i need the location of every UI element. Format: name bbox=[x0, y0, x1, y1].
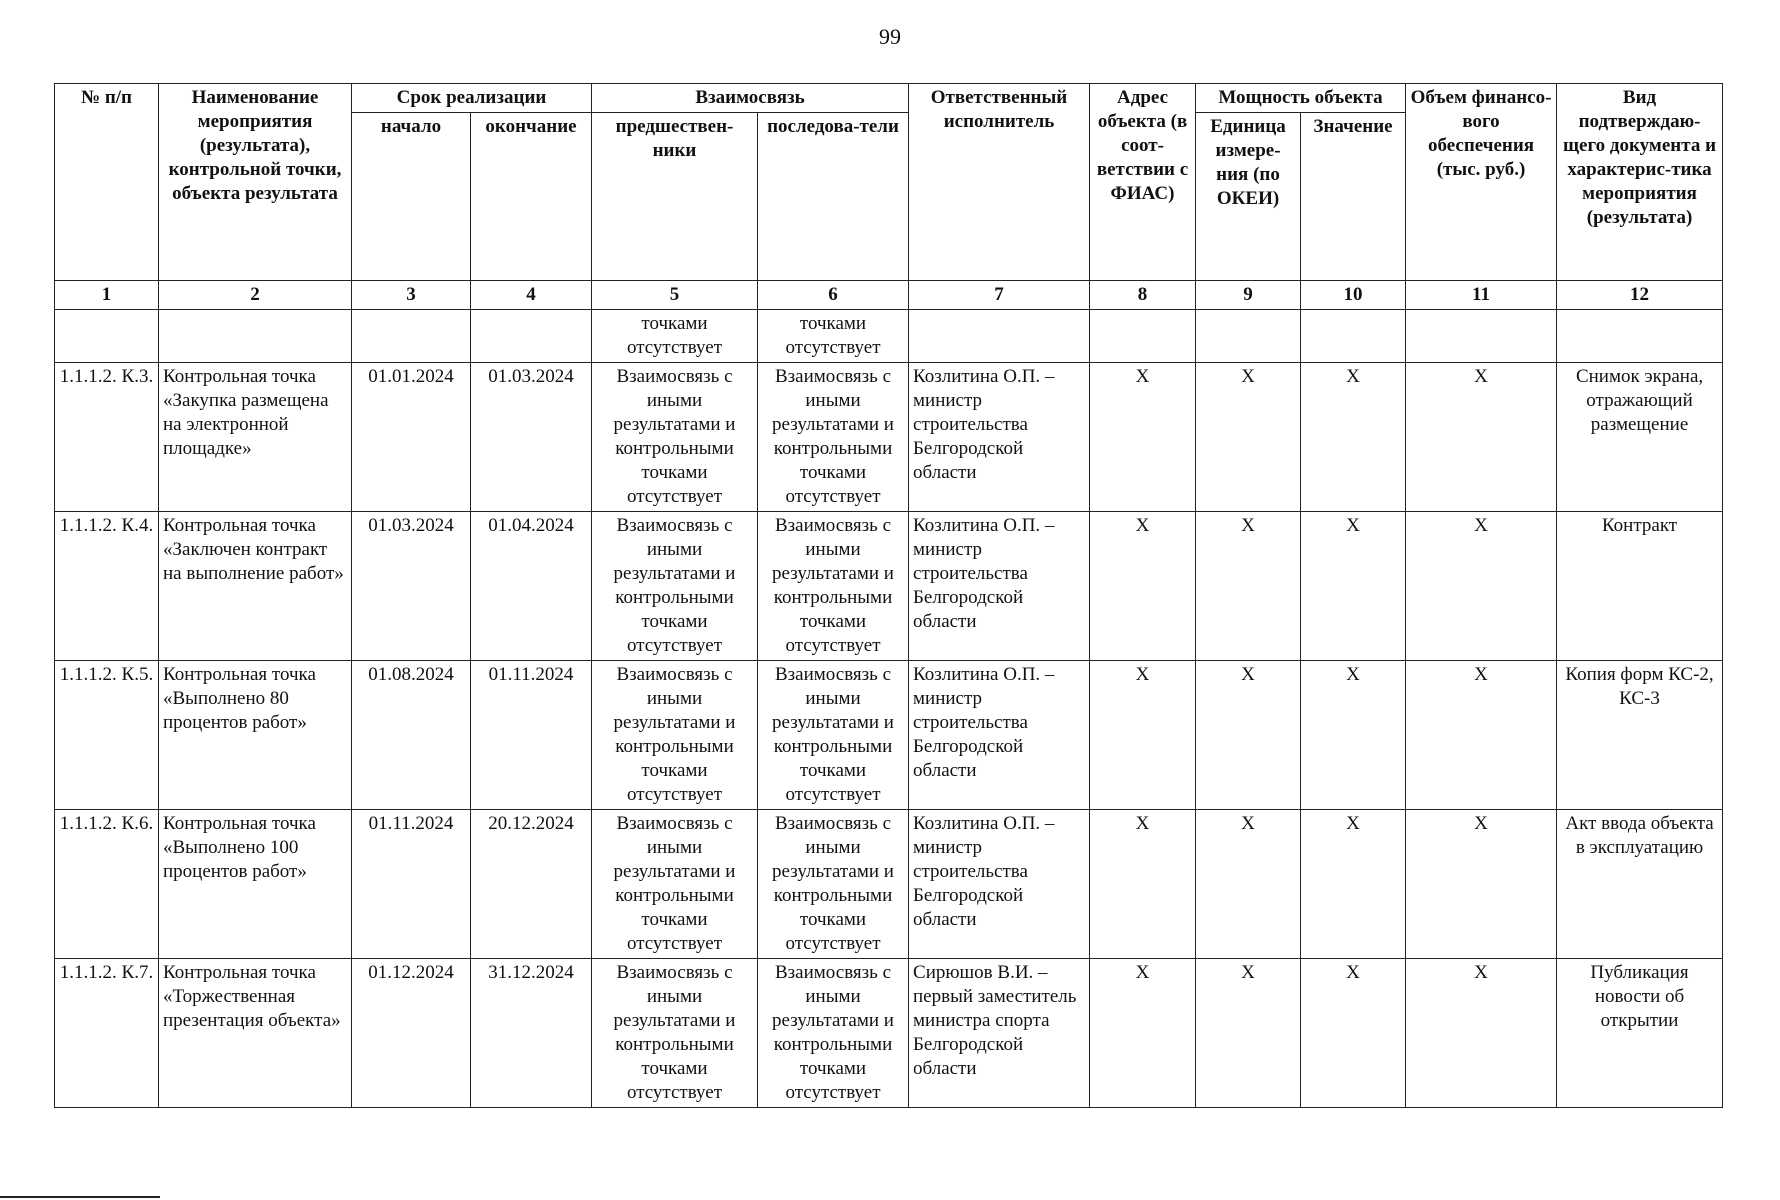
column-number: 8 bbox=[1090, 281, 1196, 310]
header-unit: Единица измере-ния (по ОКЕИ) bbox=[1196, 113, 1301, 281]
cell-successors: точками отсутствует bbox=[758, 310, 909, 363]
column-number: 11 bbox=[1406, 281, 1557, 310]
cell-value: X bbox=[1301, 810, 1406, 959]
cell-successors: Взаимосвязь с иными результатами и контрольными точками отсутствует bbox=[758, 810, 909, 959]
cell-predecessors: Взаимосвязь с иными результатами и контрольными точками отсутствует bbox=[592, 363, 758, 512]
column-number: 12 bbox=[1557, 281, 1723, 310]
cell-responsible: Козлитина О.П. – министр строительства Белгородской области bbox=[909, 363, 1090, 512]
cell-funding: X bbox=[1406, 363, 1557, 512]
cell-predecessors: Взаимосвязь с иными результатами и контрольными точками отсутствует bbox=[592, 959, 758, 1108]
cell-unit: X bbox=[1196, 661, 1301, 810]
cell-predecessors: Взаимосвязь с иными результатами и контрольными точками отсутствует bbox=[592, 810, 758, 959]
cell-funding: X bbox=[1406, 810, 1557, 959]
cell-successors: Взаимосвязь с иными результатами и контрольными точками отсутствует bbox=[758, 512, 909, 661]
column-number: 3 bbox=[352, 281, 471, 310]
cell-address: X bbox=[1090, 363, 1196, 512]
column-number: 4 bbox=[471, 281, 592, 310]
cell-start: 01.11.2024 bbox=[352, 810, 471, 959]
header-value: Значение bbox=[1301, 113, 1406, 281]
cell-end: 01.11.2024 bbox=[471, 661, 592, 810]
cell-start: 01.08.2024 bbox=[352, 661, 471, 810]
cell-unit: X bbox=[1196, 959, 1301, 1108]
cell-name: Контрольная точка «Выполнено 100 процентов работ» bbox=[159, 810, 352, 959]
header-predecessors: предшествен-ники bbox=[592, 113, 758, 281]
header-address: Адрес объекта (в соот-ветствии с ФИАС) bbox=[1090, 84, 1196, 281]
header-group-term: Срок реализации bbox=[352, 84, 592, 113]
cell-successors: Взаимосвязь с иными результатами и контрольными точками отсутствует bbox=[758, 661, 909, 810]
cell-successors: Взаимосвязь с иными результатами и контрольными точками отсутствует bbox=[758, 959, 909, 1108]
header-document: Вид подтверждаю-щего документа и характерис-тика мероприятия (результата) bbox=[1557, 84, 1723, 281]
cell-address: X bbox=[1090, 512, 1196, 661]
cell-funding: X bbox=[1406, 959, 1557, 1108]
cell-start: 01.03.2024 bbox=[352, 512, 471, 661]
column-number: 1 bbox=[55, 281, 159, 310]
cell-end: 20.12.2024 bbox=[471, 810, 592, 959]
column-number: 5 bbox=[592, 281, 758, 310]
cell-document: Публикация новости об открытии bbox=[1557, 959, 1723, 1108]
cell-value: X bbox=[1301, 959, 1406, 1108]
cell-unit: X bbox=[1196, 512, 1301, 661]
continuation-row bbox=[55, 310, 1723, 363]
table-row bbox=[55, 810, 1723, 959]
table-row bbox=[55, 959, 1723, 1108]
cell-num: 1.1.1.2. К.4. bbox=[55, 512, 159, 661]
header-name: Наименование мероприятия (результата), контрольной точки, объекта результата bbox=[159, 84, 352, 281]
table-row bbox=[55, 512, 1723, 661]
header-num: № п/п bbox=[55, 84, 159, 281]
cell-num: 1.1.1.2. К.5. bbox=[55, 661, 159, 810]
cell-unit: X bbox=[1196, 810, 1301, 959]
header-successors: последова-тели bbox=[758, 113, 909, 281]
cell-num: 1.1.1.2. К.3. bbox=[55, 363, 159, 512]
cell-responsible: Сирюшов В.И. – первый заместитель министра спорта Белгородской области bbox=[909, 959, 1090, 1108]
cell-name: Контрольная точка «Закупка размещена на электронной площадке» bbox=[159, 363, 352, 512]
column-number-row bbox=[55, 281, 1723, 310]
header-group-capacity: Мощность объекта bbox=[1196, 84, 1406, 113]
cell-end: 01.03.2024 bbox=[471, 363, 592, 512]
cell-predecessors: точками отсутствует bbox=[592, 310, 758, 363]
cell-responsible: Козлитина О.П. – министр строительства Белгородской области bbox=[909, 661, 1090, 810]
cell-address: X bbox=[1090, 959, 1196, 1108]
footnote-rule bbox=[0, 1196, 160, 1198]
cell-value: X bbox=[1301, 661, 1406, 810]
cell-unit: X bbox=[1196, 363, 1301, 512]
cell-predecessors: Взаимосвязь с иными результатами и контрольными точками отсутствует bbox=[592, 512, 758, 661]
cell-start: 01.12.2024 bbox=[352, 959, 471, 1108]
cell-name: Контрольная точка «Торжественная презентация объекта» bbox=[159, 959, 352, 1108]
column-number: 9 bbox=[1196, 281, 1301, 310]
table-row bbox=[55, 363, 1723, 512]
cell-responsible: Козлитина О.П. – министр строительства Белгородской области bbox=[909, 512, 1090, 661]
header-end: окончание bbox=[471, 113, 592, 281]
column-number: 10 bbox=[1301, 281, 1406, 310]
cell-value: X bbox=[1301, 512, 1406, 661]
cell-document: Копия форм КС-2, КС-3 bbox=[1557, 661, 1723, 810]
cell-address: X bbox=[1090, 810, 1196, 959]
column-number: 2 bbox=[159, 281, 352, 310]
cell-responsible: Козлитина О.П. – министр строительства Белгородской области bbox=[909, 810, 1090, 959]
header-start: начало bbox=[352, 113, 471, 281]
cell-document: Акт ввода объекта в эксплуатацию bbox=[1557, 810, 1723, 959]
cell-document: Снимок экрана, отражающий размещение bbox=[1557, 363, 1723, 512]
cell-address: X bbox=[1090, 661, 1196, 810]
column-number: 6 bbox=[758, 281, 909, 310]
cell-name: Контрольная точка «Заключен контракт на выполнение работ» bbox=[159, 512, 352, 661]
cell-funding: X bbox=[1406, 512, 1557, 661]
header-responsible: Ответственный исполнитель bbox=[909, 84, 1090, 281]
cell-funding: X bbox=[1406, 661, 1557, 810]
column-number: 7 bbox=[909, 281, 1090, 310]
cell-value: X bbox=[1301, 363, 1406, 512]
cell-end: 31.12.2024 bbox=[471, 959, 592, 1108]
table-row bbox=[55, 661, 1723, 810]
cell-name: Контрольная точка «Выполнено 80 процентов работ» bbox=[159, 661, 352, 810]
cell-end: 01.04.2024 bbox=[471, 512, 592, 661]
control-points-table bbox=[54, 83, 1723, 1108]
header-funding: Объем финансо-вого обеспечения (тыс. руб.) bbox=[1406, 84, 1557, 281]
cell-num: 1.1.1.2. К.7. bbox=[55, 959, 159, 1108]
cell-start: 01.01.2024 bbox=[352, 363, 471, 512]
cell-document: Контракт bbox=[1557, 512, 1723, 661]
page-number: 99 bbox=[879, 24, 901, 49]
header-group-relation: Взаимосвязь bbox=[592, 84, 909, 113]
cell-num: 1.1.1.2. К.6. bbox=[55, 810, 159, 959]
cell-predecessors: Взаимосвязь с иными результатами и контрольными точками отсутствует bbox=[592, 661, 758, 810]
cell-successors: Взаимосвязь с иными результатами и контрольными точками отсутствует bbox=[758, 363, 909, 512]
